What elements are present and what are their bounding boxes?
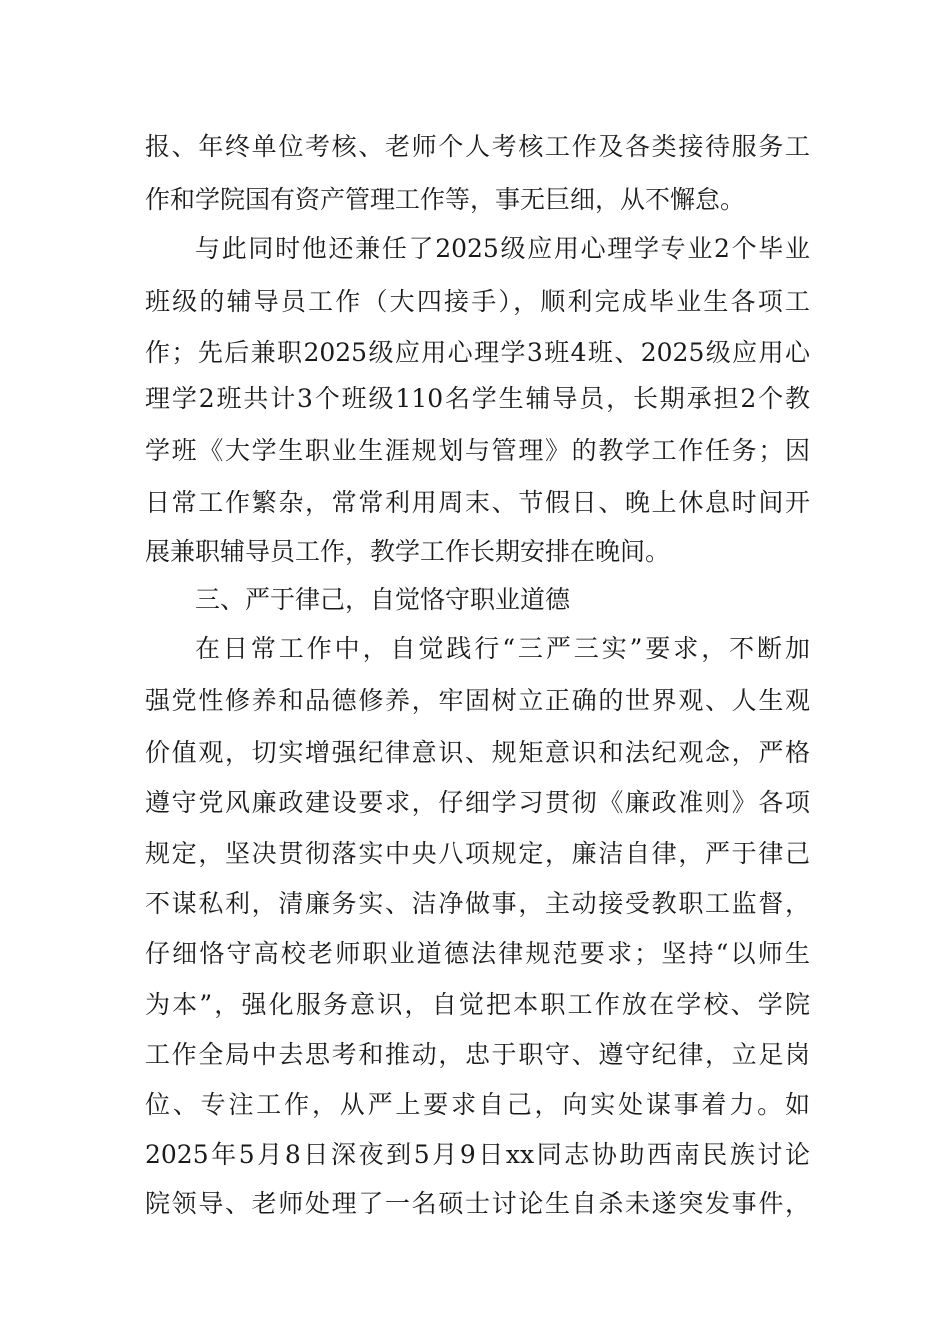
text-line: 工作全局中去思考和推动，忠于职守、遵守纪律，立足岗: [145, 1040, 810, 1069]
section-heading: 三、严于律己，自觉恪守职业道德: [195, 585, 571, 614]
text-line: 2025年5月8日深夜到5月9日xx同志协助西南民族讨论: [145, 1140, 810, 1169]
text-line: 在日常工作中，自觉践行“三严三实”要求，不断加: [195, 634, 810, 663]
text-line: 学班《大学生职业生涯规划与管理》的教学工作任务；因: [145, 436, 810, 465]
text-line: 日常工作繁杂，常常利用周末、节假日、晚上休息时间开: [145, 488, 810, 517]
text-line: 作；先后兼职2025级应用心理学3班4班、2025级应用心: [145, 338, 810, 367]
text-line: 强党性修养和品德修养，牢固树立正确的世界观、人生观: [145, 686, 810, 715]
text-line: 报、年终单位考核、老师个人考核工作及各类接待服务工: [145, 132, 810, 161]
text-line: 仔细恪守高校老师职业道德法律规范要求；坚持“以师生: [145, 939, 810, 968]
text-line: 遵守党风廉政建设要求，仔细学习贯彻《廉政准则》各项: [145, 788, 810, 817]
text-line: 价值观，切实增强纪律意识、规矩意识和法纪观念，严格: [145, 738, 810, 767]
text-line: 作和学院国有资产管理工作等，事无巨细，从不懈怠。: [145, 185, 746, 214]
text-line: 院领导、老师处理了一名硕士讨论生自杀未遂突发事件，: [145, 1189, 810, 1218]
text-line: 班级的辅导员工作（大四接手），顺利完成毕业生各项工: [145, 287, 810, 316]
text-line: 不谋私利，清廉务实、洁净做事，主动接受教职工监督，: [145, 889, 810, 918]
text-line: 展兼职辅导员工作，教学工作长期安排在晚间。: [145, 537, 671, 566]
text-line: 规定，坚决贯彻落实中央八项规定，廉洁自律，严于律己: [145, 839, 810, 868]
text-line: 为本”，强化服务意识，自觉把本职工作放在学校、学院: [145, 990, 810, 1019]
text-line: 与此同时他还兼任了2025级应用心理学专业2个毕业: [195, 234, 810, 263]
text-line: 位、专注工作，从严上要求自己，向实处谋事着力。如: [145, 1090, 810, 1119]
text-line: 理学2班共计3个班级110名学生辅导员，长期承担2个教: [145, 384, 810, 413]
